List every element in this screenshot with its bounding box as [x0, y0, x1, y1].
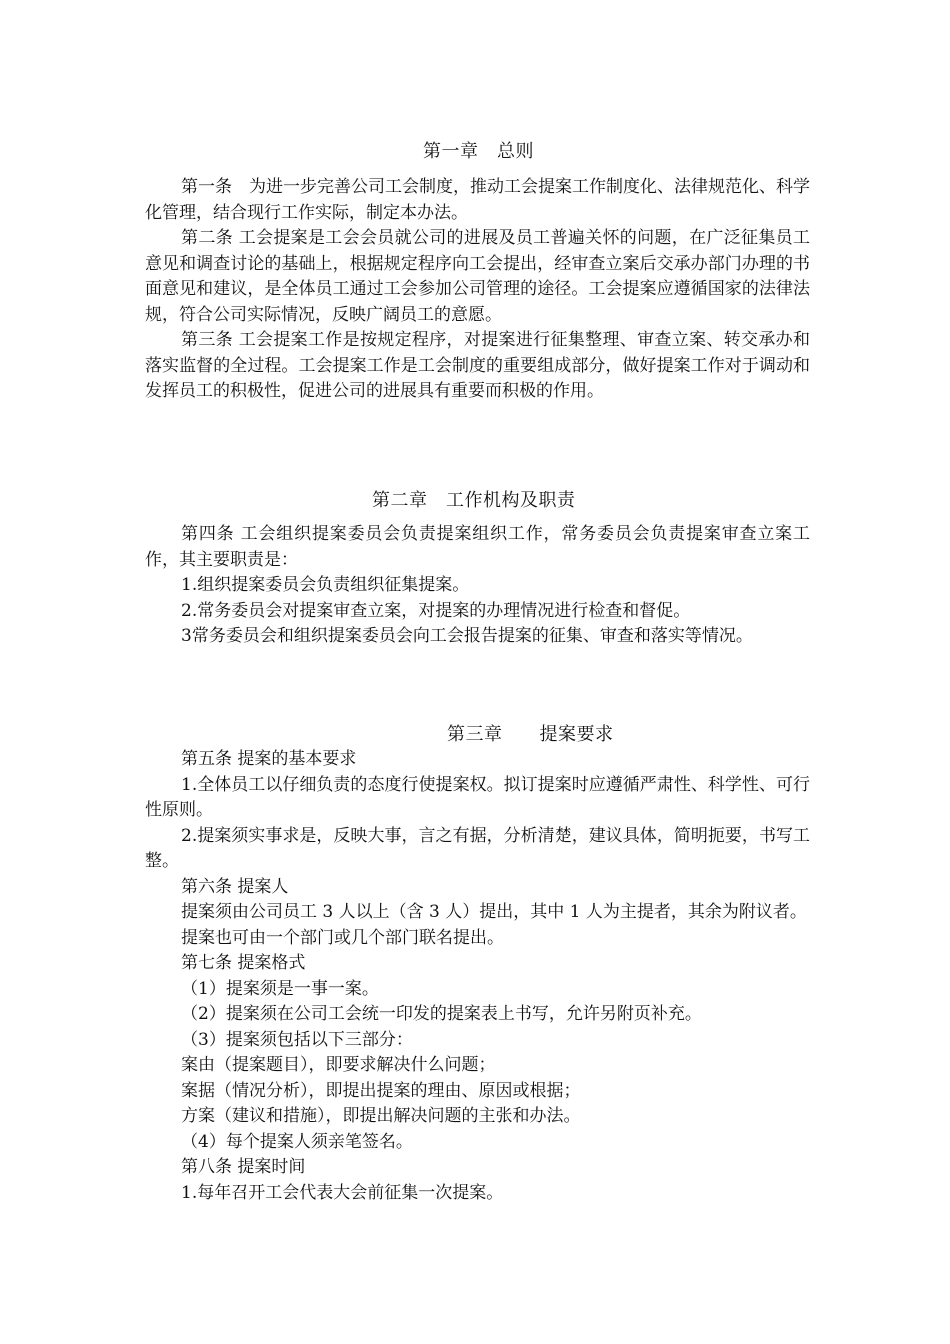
paragraph: 提案也可由一个部门或几个部门联名提出。: [181, 927, 504, 948]
chapter-2-body: [145, 522, 810, 650]
paragraph: （2）提案须在公司工会统一印发的提案表上书写，允许另附页补充。: [181, 1004, 702, 1024]
paragraph: （4）每个提案人须亲笔签名。: [181, 1131, 413, 1152]
paragraph: 第八条 提案时间: [181, 1157, 306, 1177]
paragraph: （1）提案须是一事一案。: [181, 978, 379, 999]
chapter-3-body: [145, 747, 810, 1206]
paragraph: 2.提案须实事求是，反映大事，言之有据，分析清楚，建议具体，简明扼要，书写工整。: [145, 825, 810, 871]
paragraph: 提案须由公司员工 3 人以上（含 3 人）提出，其中 1 人为主提者，其余为附议者。: [181, 902, 807, 922]
chapter-1-body: [145, 175, 810, 405]
paragraph: 1.全体员工以仔细负责的态度行使提案权。拟订提案时应遵循严肃性、科学性、可行性原则。: [145, 774, 810, 820]
paragraph: 1.组织提案委员会负责组织征集提案。: [181, 575, 470, 595]
paragraph: 案据（情况分析），即提出提案的理由、原因或根据；: [181, 1080, 581, 1101]
paragraph: 案由（提案题目），即要求解决什么问题；: [181, 1055, 496, 1075]
paragraph: 第六条 提案人: [181, 876, 289, 897]
paragraph: 3常务委员会和组织提案委员会向工会报告提案的征集、审查和落实等情况。: [181, 626, 753, 646]
chapter-1-title: 第一章 总则: [423, 141, 534, 162]
paragraph: 第一条 为进一步完善公司工会制度，推动工会提案工作制度化、法律规范化、科学化管理，结合现行工作实际，制定本办法。: [145, 177, 810, 223]
paragraph: 2.常务委员会对提案审查立案，对提案的办理情况进行检查和督促。: [181, 600, 691, 621]
paragraph: （3）提案须包括以下三部分：: [181, 1029, 413, 1050]
paragraph: 第四条 工会组织提案委员会负责提案组织工作，常务委员会负责提案审查立案工作，其主要职责是：: [145, 524, 810, 570]
chapter-2-title: 第二章 工作机构及职责: [372, 490, 576, 511]
paragraph: 第五条 提案的基本要求: [181, 749, 357, 769]
paragraph: 第二条 工会提案是工会会员就公司的进展及员工普遍关怀的问题，在广泛征集员工意见和调查讨论的基础上，根据规定程序向工会提出，经审查立案后交承办部门办理的书面意见和建议，是全体员工通过工会参加公司管理的途径。工会提案应遵循国家的法律法规，符合公司实际情况，反映广阔员工的意愿。: [145, 228, 810, 325]
paragraph: 1.每年召开工会代表大会前征集一次提案。: [181, 1182, 504, 1203]
chapter-3-title: 第三章 提案要求: [447, 724, 614, 745]
paragraph: 第三条 工会提案工作是按规定程序，对提案进行征集整理、审查立案、转交承办和落实监督的全过程。工会提案工作是工会制度的重要组成部分，做好提案工作对于调动和发挥员工的积极性，促进公司的进展具有重要而积极的作用。: [145, 330, 810, 401]
paragraph: 方案（建议和措施），即提出解决问题的主张和办法。: [181, 1106, 581, 1126]
paragraph: 第七条 提案格式: [181, 953, 306, 973]
